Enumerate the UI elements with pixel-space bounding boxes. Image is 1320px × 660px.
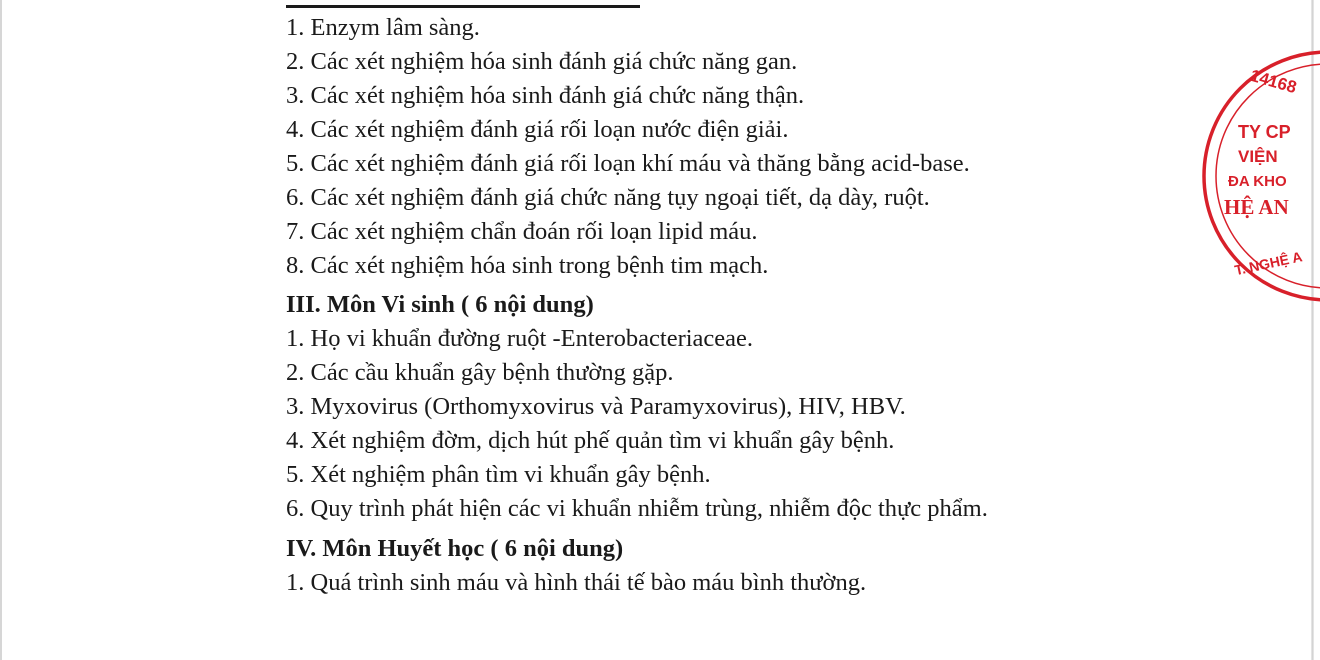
seal-text-number: 14168 [1248,65,1299,98]
seal-text-line-2: VIỆN [1238,147,1278,166]
cut-off-heading-fragment [286,0,666,6]
seal-text-bottom: T. NGHỆ A [1233,248,1304,279]
list-item: 5. Xét nghiệm phân tìm vi khuẩn gây bệnh. [286,461,711,488]
list-item: 4. Xét nghiệm đờm, dịch hút phế quản tìm vi khuẩn gây bệnh. [286,427,895,454]
seal-text-line-3: ĐA KHO [1228,173,1287,190]
document-content [286,11,1186,600]
list-item: 5. Các xét nghiệm đánh giá rối loạn khí máu và thăng bằng acid-base. [286,150,970,177]
seal-icon [1180,44,1320,304]
list-item: 2. Các cầu khuẩn gây bệnh thường gặp. [286,359,674,386]
list-item: 3. Myxovirus (Orthomyxovirus và Paramyxovirus), HIV, HBV. [286,393,906,420]
seal-text-line-1: TY CP [1238,122,1291,142]
red-seal-stamp [1180,44,1320,304]
page-left-edge [0,0,2,660]
section-title-huyet-hoc: IV. Môn Huyết học ( 6 nội dung) [286,535,624,562]
list-item: 8. Các xét nghiệm hóa sinh trong bệnh tim mạch. [286,252,769,279]
list-item: 6. Quy trình phát hiện các vi khuẩn nhiễm trùng, nhiễm độc thực phẩm. [286,495,988,522]
list-item: 3. Các xét nghiệm hóa sinh đánh giá chức năng thận. [286,82,805,109]
seal-text-line-4: HỆ AN [1224,195,1289,219]
list-item: 1. Quá trình sinh máu và hình thái tế bào máu bình thường. [286,569,867,596]
list-item: 4. Các xét nghiệm đánh giá rối loạn nước điện giải. [286,116,789,143]
list-item: 7. Các xét nghiệm chẩn đoán rối loạn lipid máu. [286,218,758,245]
list-item: 1. Enzym lâm sàng. [286,14,480,41]
list-item: 2. Các xét nghiệm hóa sinh đánh giá chức năng gan. [286,48,798,75]
list-item: 1. Họ vi khuẩn đường ruột -Enterobacteriaceae. [286,325,754,352]
section-title-vi-sinh: III. Môn Vi sinh ( 6 nội dung) [286,291,594,318]
list-item: 6. Các xét nghiệm đánh giá chức năng tụy ngoại tiết, dạ dày, ruột. [286,184,930,211]
